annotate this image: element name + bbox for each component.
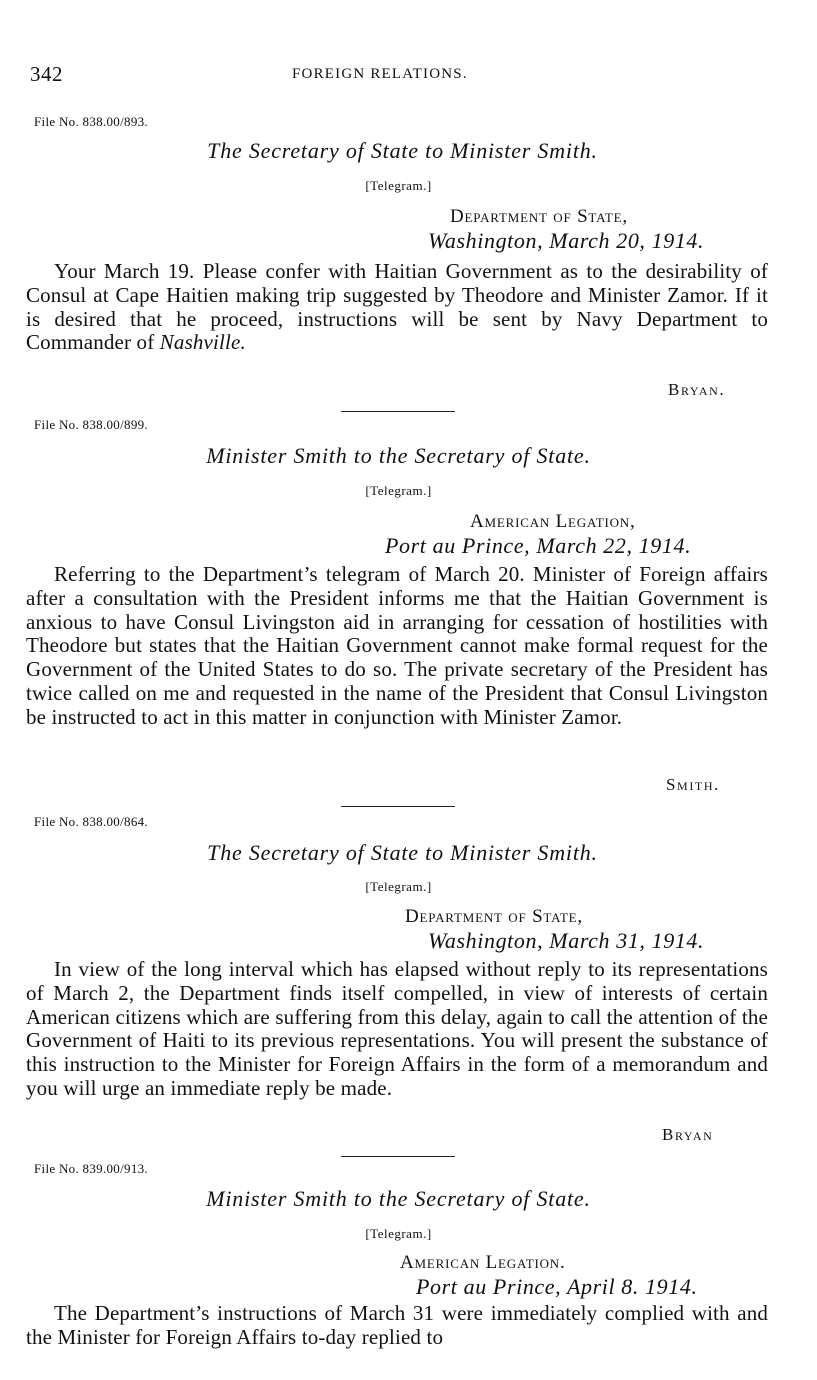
- file-number: File No. 838.00/893.: [34, 114, 148, 129]
- document-heading: The Secretary of State to Minister Smith.: [207, 138, 598, 163]
- body-text: Your March 19. Please confer with Haitian Government as to the desirability of Consul at Cape Haitien making trip suggested by Theodore and Minister Zamor. If it is desired that he proceed, instructions will be sent by Navy Department to Commander of: [26, 259, 768, 355]
- office-line: [470, 511, 636, 533]
- document-heading: The Secretary of State to Minister Smith.: [207, 840, 598, 865]
- page-header: [30, 62, 780, 92]
- file-number: File No. 838.00/899.: [34, 417, 148, 432]
- file-number: File No. 838.00/864.: [34, 814, 148, 829]
- section-divider: [341, 1156, 455, 1157]
- telegram-label: [Telegram.]: [365, 879, 432, 894]
- office-text: American Legation,: [470, 511, 636, 532]
- section-divider: [341, 411, 455, 412]
- body-paragraph: In view of the long interval which has elapsed without reply to its representations of March 2, the Department finds itself compelled, in view of interests of certain American citizens which are suffering from this delay, again to call the attention of the Government of Haiti to its previous representations. You will present the substance of this instruction to the Minister for Foreign Affairs in the form of a memorandum and you will urge an immediate reply be made.: [26, 957, 768, 1100]
- office-text: American Legation.: [400, 1252, 566, 1273]
- body-paragraph: The Department’s instructions of March 31 were immediately complied with and the Minister for Foreign Affairs to-day replied to: [26, 1301, 768, 1349]
- section-divider: [341, 806, 455, 807]
- office-line: [400, 1252, 566, 1274]
- body-paragraph: [26, 260, 768, 355]
- office-line: [405, 906, 583, 928]
- office-line: [450, 206, 628, 228]
- telegram-label: [Telegram.]: [365, 1226, 432, 1241]
- file-number: File No. 839.00/913.: [34, 1161, 148, 1176]
- page-number: 342: [30, 62, 63, 86]
- office-text: Department of State,: [405, 906, 583, 927]
- running-head: FOREIGN RELATIONS.: [292, 66, 468, 82]
- signature: Bryan.: [668, 380, 726, 399]
- signature: Bryan: [662, 1125, 714, 1144]
- document-heading: Minister Smith to the Secretary of State.: [206, 1186, 591, 1211]
- dateline: Port au Prince, April 8. 1914.: [416, 1274, 698, 1299]
- body-paragraph: Referring to the Department’s telegram of March 20. Minister of Foreign affairs after a consultation with the President informs me that the Haitian Government is anxious to have Consul Livingston aid in arranging for cessation of hostilities with Theodore but states that the Haitian Government cannot make formal request for the Government of the United States to do so. The private secretary of the President has twice called on me and requested in the name of the President that Consul Livingston be instructed to act in this matter in conjunction with Minister Zamor.: [26, 562, 768, 729]
- dateline: Port au Prince, March 22, 1914.: [385, 533, 692, 558]
- document-heading: Minister Smith to the Secretary of State.: [206, 443, 591, 468]
- dateline: Washington, March 31, 1914.: [428, 928, 705, 953]
- office-text: Department of State,: [450, 206, 628, 227]
- signature: Smith.: [666, 775, 720, 794]
- telegram-label: [Telegram.]: [365, 178, 432, 193]
- dateline: Washington, March 20, 1914.: [428, 228, 705, 253]
- telegram-label: [Telegram.]: [365, 483, 432, 498]
- ship-name: Nashville.: [159, 330, 246, 355]
